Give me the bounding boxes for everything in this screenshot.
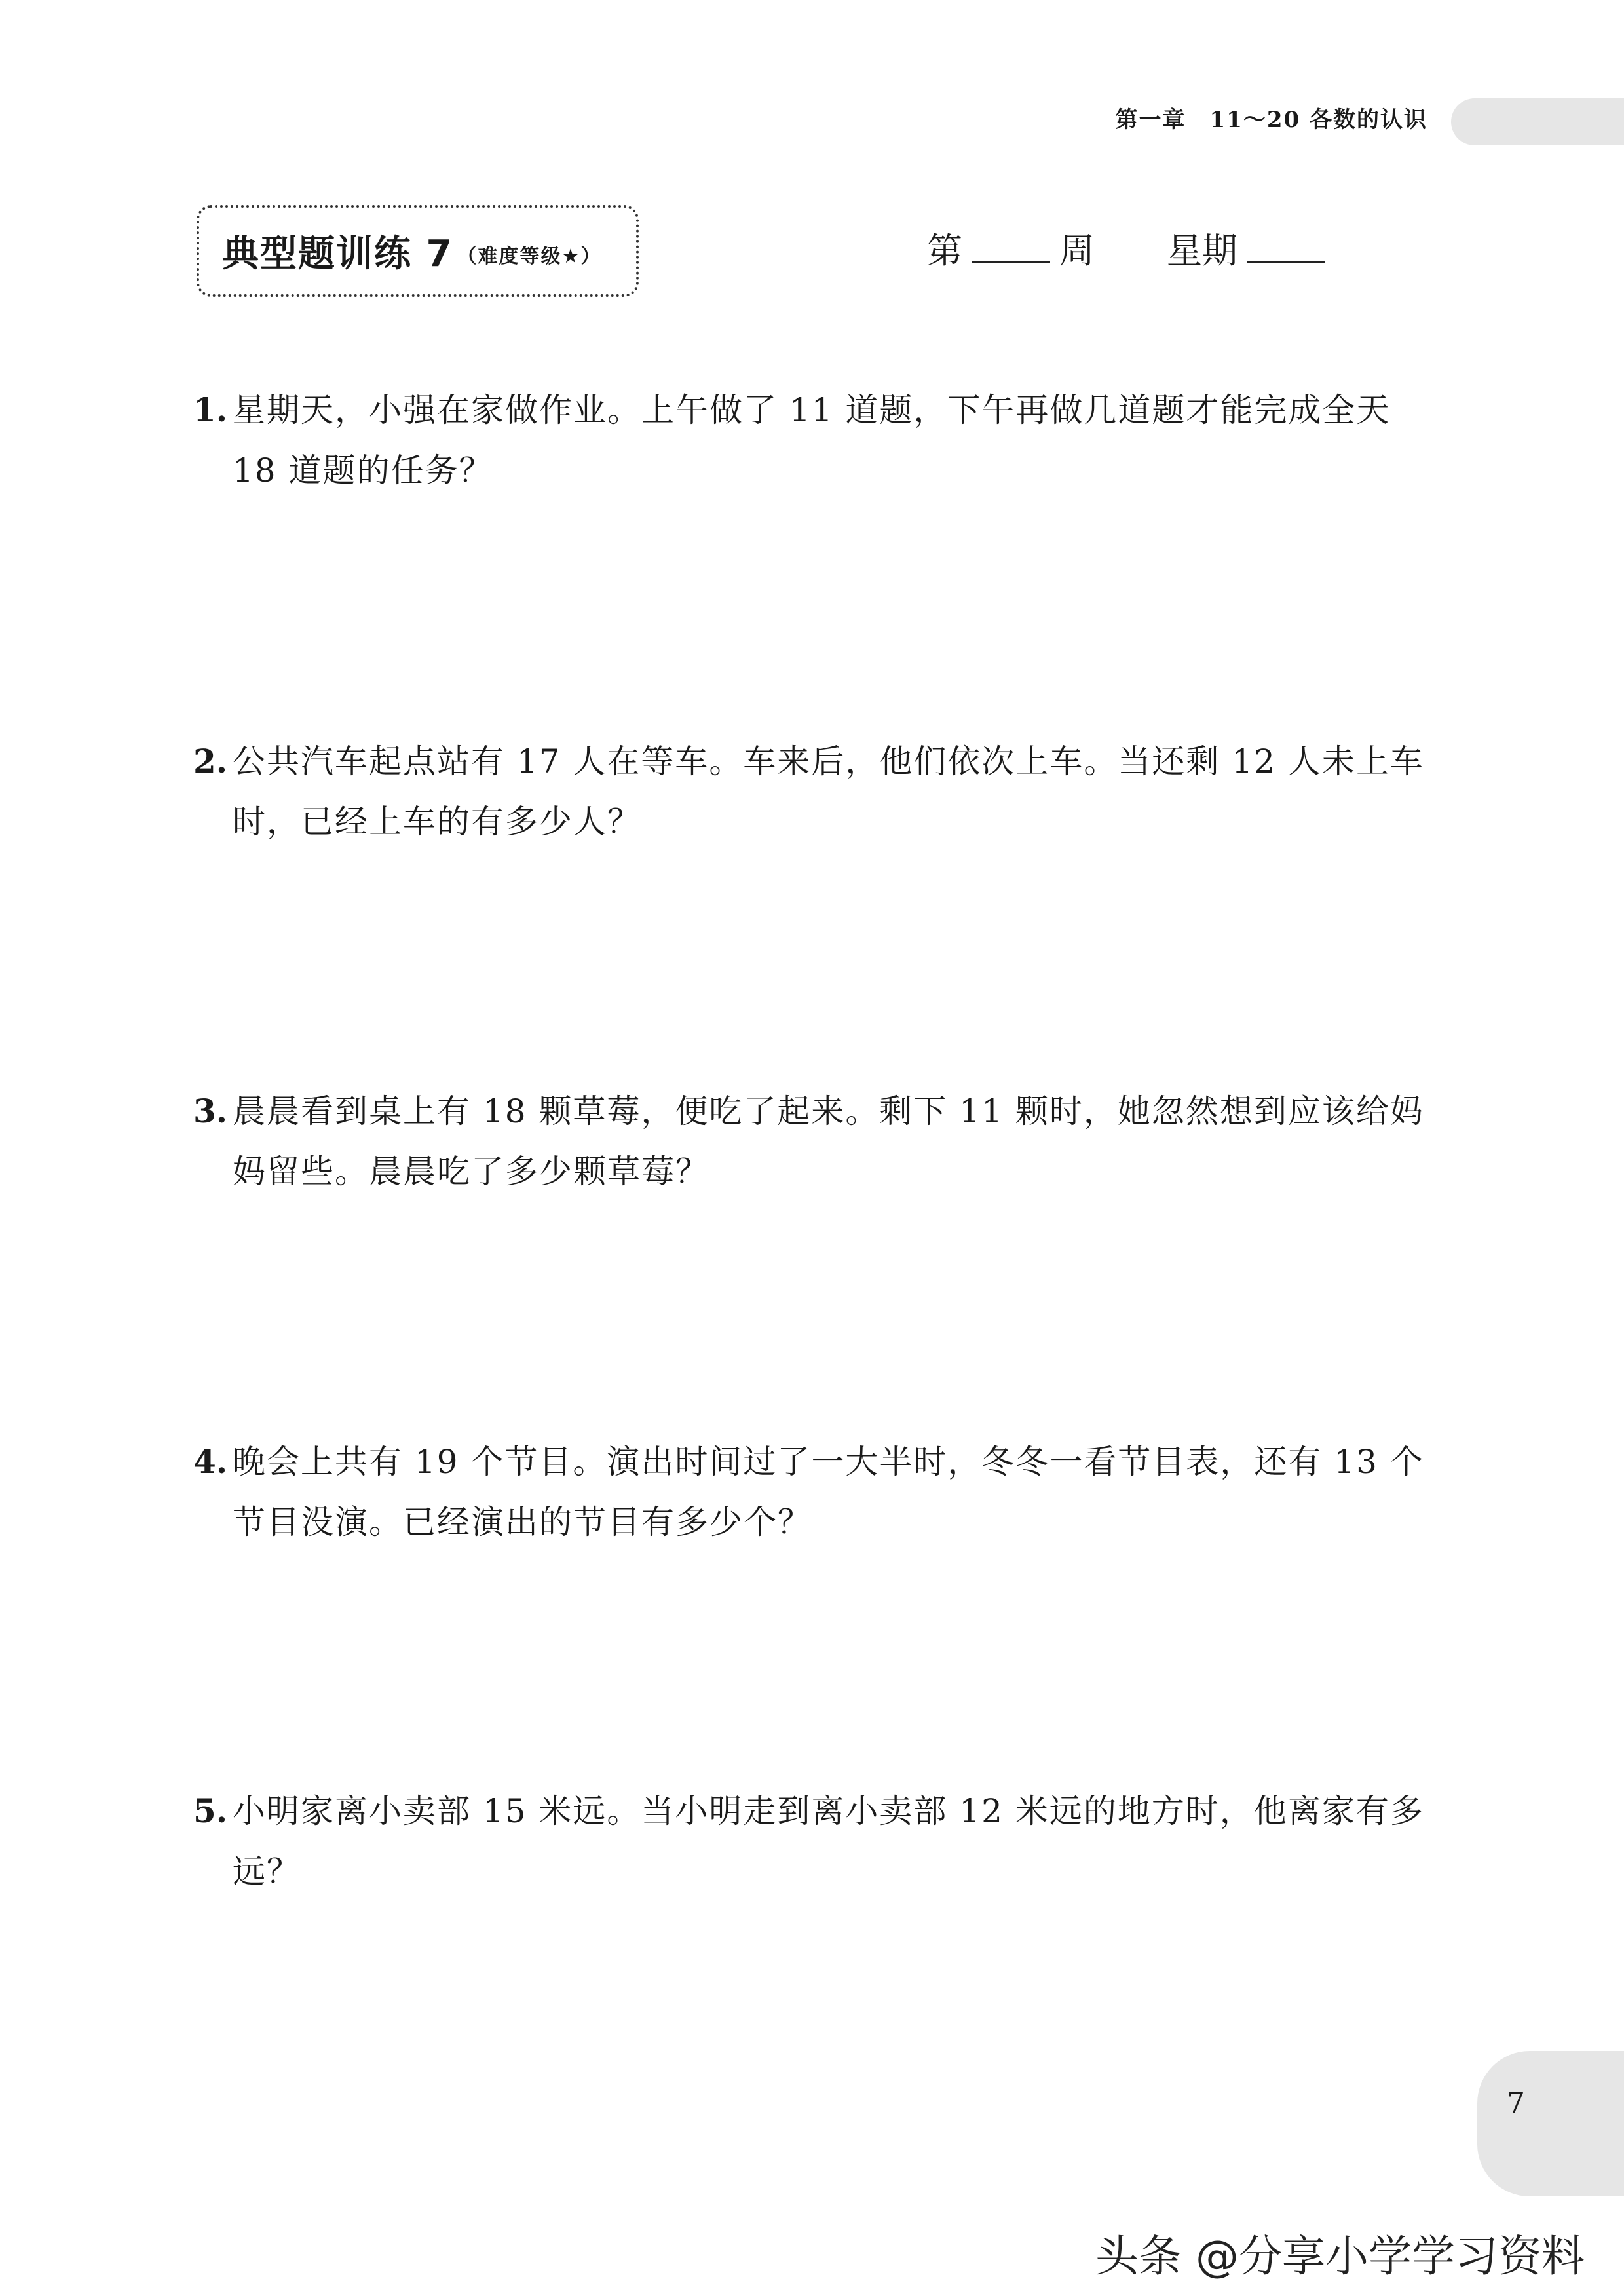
problem-text: 星期天，小强在家做作业。上午做了 11 道题，下午再做几道题才能完成全天 18 道题的任务？ xyxy=(233,391,1391,489)
problem-number: 3. xyxy=(193,1092,228,1130)
watermark: 头条 @分享小学学习资料 xyxy=(1095,2231,1585,2282)
exercise-title-box xyxy=(197,205,639,297)
problem-text: 晚会上共有 19 个节目。演出时间过了一大半时，冬冬一看节目表，还有 13 个节目没演。已经演出的节目有多少个？ xyxy=(233,1443,1424,1541)
problem-3 xyxy=(193,1081,1438,1202)
exercise-title: 典型题训练 7 xyxy=(222,233,453,275)
problem-text: 公共汽车起点站有 17 人在等车。车来后，他们依次上车。当还剩 12 人未上车时，已经上车的有多少人？ xyxy=(233,742,1424,841)
problem-1 xyxy=(193,380,1438,501)
chapter-header: 第一章 11～20 各数的认识 xyxy=(1115,107,1427,133)
difficulty-label: （难度等级★） xyxy=(457,245,602,268)
problem-number: 4. xyxy=(193,1442,228,1481)
problem-2 xyxy=(193,731,1438,852)
problem-number: 1. xyxy=(193,391,228,429)
problem-text: 小明家离小卖部 15 米远。当小明走到离小卖部 12 米远的地方时，他离家有多远？ xyxy=(233,1792,1424,1890)
week-day-line xyxy=(927,223,1334,273)
week-blank xyxy=(972,227,1050,263)
problem-number: 5. xyxy=(193,1791,228,1830)
problem-number: 2. xyxy=(193,742,228,780)
day-blank xyxy=(1247,227,1325,263)
day-label: 星期 xyxy=(1167,230,1237,271)
problem-5 xyxy=(193,1781,1438,1902)
week-label: 周 xyxy=(1059,230,1095,271)
week-prefix-label: 第 xyxy=(927,230,962,271)
problem-text: 晨晨看到桌上有 18 颗草莓，便吃了起来。剩下 11 颗时，她忽然想到应该给妈妈留些。晨晨吃了多少颗草莓？ xyxy=(233,1092,1424,1191)
page-number: 7 xyxy=(1507,2086,1525,2120)
problem-4 xyxy=(193,1432,1438,1552)
page-tab-decoration xyxy=(1477,2051,1624,2196)
chapter-tab-decoration xyxy=(1451,98,1624,145)
